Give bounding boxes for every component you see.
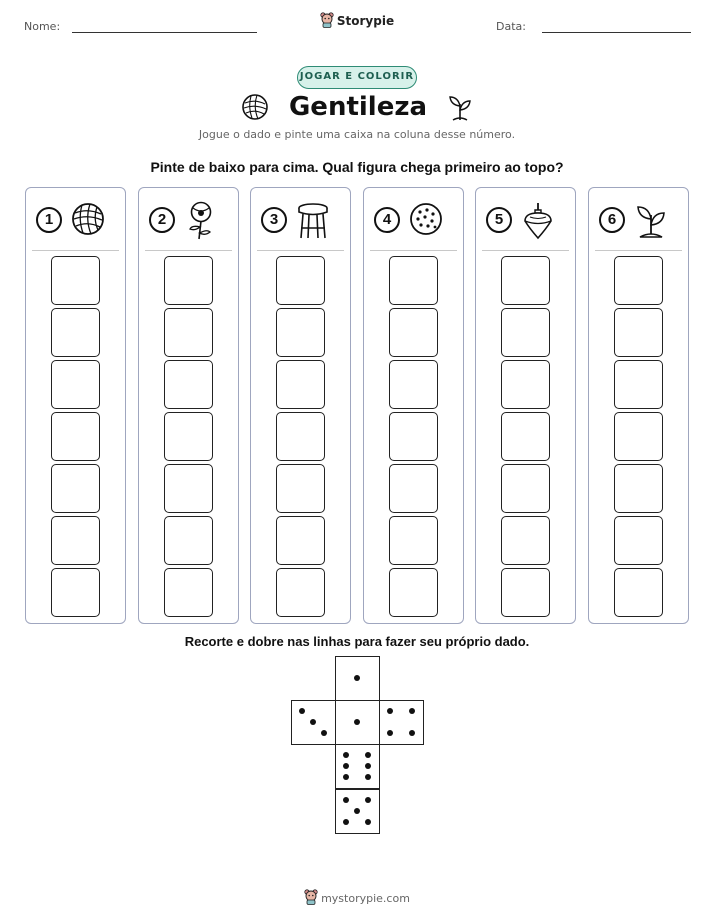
color-box[interactable] xyxy=(51,256,100,305)
column-header xyxy=(251,188,350,250)
column-header xyxy=(589,188,688,250)
color-box[interactable] xyxy=(164,308,213,357)
column-divider xyxy=(595,250,682,251)
color-box[interactable] xyxy=(389,308,438,357)
stool-icon xyxy=(295,201,331,246)
color-box[interactable] xyxy=(276,516,325,565)
column-number: 2 xyxy=(149,207,175,233)
die-pip xyxy=(310,719,316,725)
cut-instructions: Recorte e dobre nas linhas para fazer seu próprio dado. xyxy=(184,634,530,649)
die-pip xyxy=(354,675,360,681)
column-number: 1 xyxy=(36,207,62,233)
color-box[interactable] xyxy=(389,516,438,565)
die-pip xyxy=(343,752,349,758)
color-box[interactable] xyxy=(51,568,100,617)
color-box[interactable] xyxy=(276,464,325,513)
instructions: Pinte de baixo para cima. Qual figura chega primeiro ao topo? xyxy=(150,159,564,175)
die-pip xyxy=(409,708,415,714)
column-header xyxy=(26,188,125,250)
color-box[interactable] xyxy=(51,464,100,513)
column-1 xyxy=(25,187,126,624)
flower-icon xyxy=(183,201,219,246)
die-pip xyxy=(299,708,305,714)
brand-logo xyxy=(0,12,714,31)
color-box[interactable] xyxy=(614,308,663,357)
color-box[interactable] xyxy=(389,464,438,513)
color-box[interactable] xyxy=(51,516,100,565)
column-number: 3 xyxy=(261,207,287,233)
column-divider xyxy=(482,250,569,251)
column-5 xyxy=(475,187,576,624)
color-box[interactable] xyxy=(614,516,663,565)
column-divider xyxy=(370,250,457,251)
color-box[interactable] xyxy=(614,464,663,513)
die-pip xyxy=(354,808,360,814)
column-header xyxy=(476,188,575,250)
die-face-1 xyxy=(335,700,380,745)
color-box[interactable] xyxy=(389,568,438,617)
color-box[interactable] xyxy=(51,412,100,461)
title-row xyxy=(0,92,714,124)
yarn-ball-icon xyxy=(70,201,106,242)
column-6 xyxy=(588,187,689,624)
color-box[interactable] xyxy=(164,412,213,461)
die-pip xyxy=(343,763,349,769)
color-box[interactable] xyxy=(276,360,325,409)
sprout-icon xyxy=(447,98,473,115)
die-face-4 xyxy=(379,700,424,745)
die-face-5 xyxy=(335,789,380,834)
die-pip xyxy=(387,708,393,714)
color-box[interactable] xyxy=(276,256,325,305)
column-3 xyxy=(250,187,351,624)
column-number: 5 xyxy=(486,207,512,233)
die-pip xyxy=(365,752,371,758)
bear-logo-icon xyxy=(320,12,334,31)
die-pip xyxy=(387,730,393,736)
color-box[interactable] xyxy=(276,568,325,617)
column-header xyxy=(364,188,463,250)
die-pip xyxy=(365,797,371,803)
color-box[interactable] xyxy=(501,464,550,513)
color-box[interactable] xyxy=(389,360,438,409)
column-4 xyxy=(363,187,464,624)
die-face-3 xyxy=(291,700,336,745)
page-title: Gentileza xyxy=(288,92,428,122)
die-pip xyxy=(321,730,327,736)
column-2 xyxy=(138,187,239,624)
color-box[interactable] xyxy=(614,256,663,305)
column-divider xyxy=(145,250,232,251)
brand-name: Storypie xyxy=(336,14,395,28)
color-box[interactable] xyxy=(501,412,550,461)
date-label: Data: xyxy=(496,20,526,33)
die-pip xyxy=(365,774,371,780)
color-box[interactable] xyxy=(389,256,438,305)
color-box[interactable] xyxy=(51,360,100,409)
color-box[interactable] xyxy=(501,256,550,305)
color-box[interactable] xyxy=(614,568,663,617)
category-badge: JOGAR E COLORIR xyxy=(297,66,417,89)
color-box[interactable] xyxy=(164,360,213,409)
date-line xyxy=(542,32,691,33)
die-pip xyxy=(354,719,360,725)
die-pip xyxy=(365,763,371,769)
sprout-icon xyxy=(633,201,669,246)
color-box[interactable] xyxy=(501,516,550,565)
color-box[interactable] xyxy=(164,464,213,513)
column-number: 4 xyxy=(374,207,400,233)
die-face-1 xyxy=(335,656,380,701)
color-box[interactable] xyxy=(164,256,213,305)
color-box[interactable] xyxy=(389,412,438,461)
die-pip xyxy=(343,819,349,825)
name-label: Nome: xyxy=(24,20,61,33)
subtitle: Jogue o dado e pinte uma caixa na coluna desse número. xyxy=(198,128,516,141)
color-box[interactable] xyxy=(501,308,550,357)
color-box[interactable] xyxy=(276,412,325,461)
column-header xyxy=(139,188,238,250)
die-pip xyxy=(343,797,349,803)
die-face-6 xyxy=(335,744,380,789)
cookie-icon xyxy=(408,201,444,242)
color-box[interactable] xyxy=(164,516,213,565)
color-box[interactable] xyxy=(51,308,100,357)
footer xyxy=(0,889,714,908)
footer-url: mystorypie.com xyxy=(321,892,410,905)
column-number: 6 xyxy=(599,207,625,233)
column-divider xyxy=(257,250,344,251)
yarn-ball-icon xyxy=(241,98,273,115)
name-line xyxy=(72,32,257,33)
color-box[interactable] xyxy=(614,412,663,461)
color-box[interactable] xyxy=(614,360,663,409)
die-pip xyxy=(409,730,415,736)
color-box[interactable] xyxy=(164,568,213,617)
die-pip xyxy=(365,819,371,825)
die-pip xyxy=(343,774,349,780)
color-box[interactable] xyxy=(501,568,550,617)
color-box[interactable] xyxy=(501,360,550,409)
column-divider xyxy=(32,250,119,251)
spinning-top-icon xyxy=(520,201,556,246)
color-box[interactable] xyxy=(276,308,325,357)
bear-logo-icon xyxy=(304,889,318,908)
